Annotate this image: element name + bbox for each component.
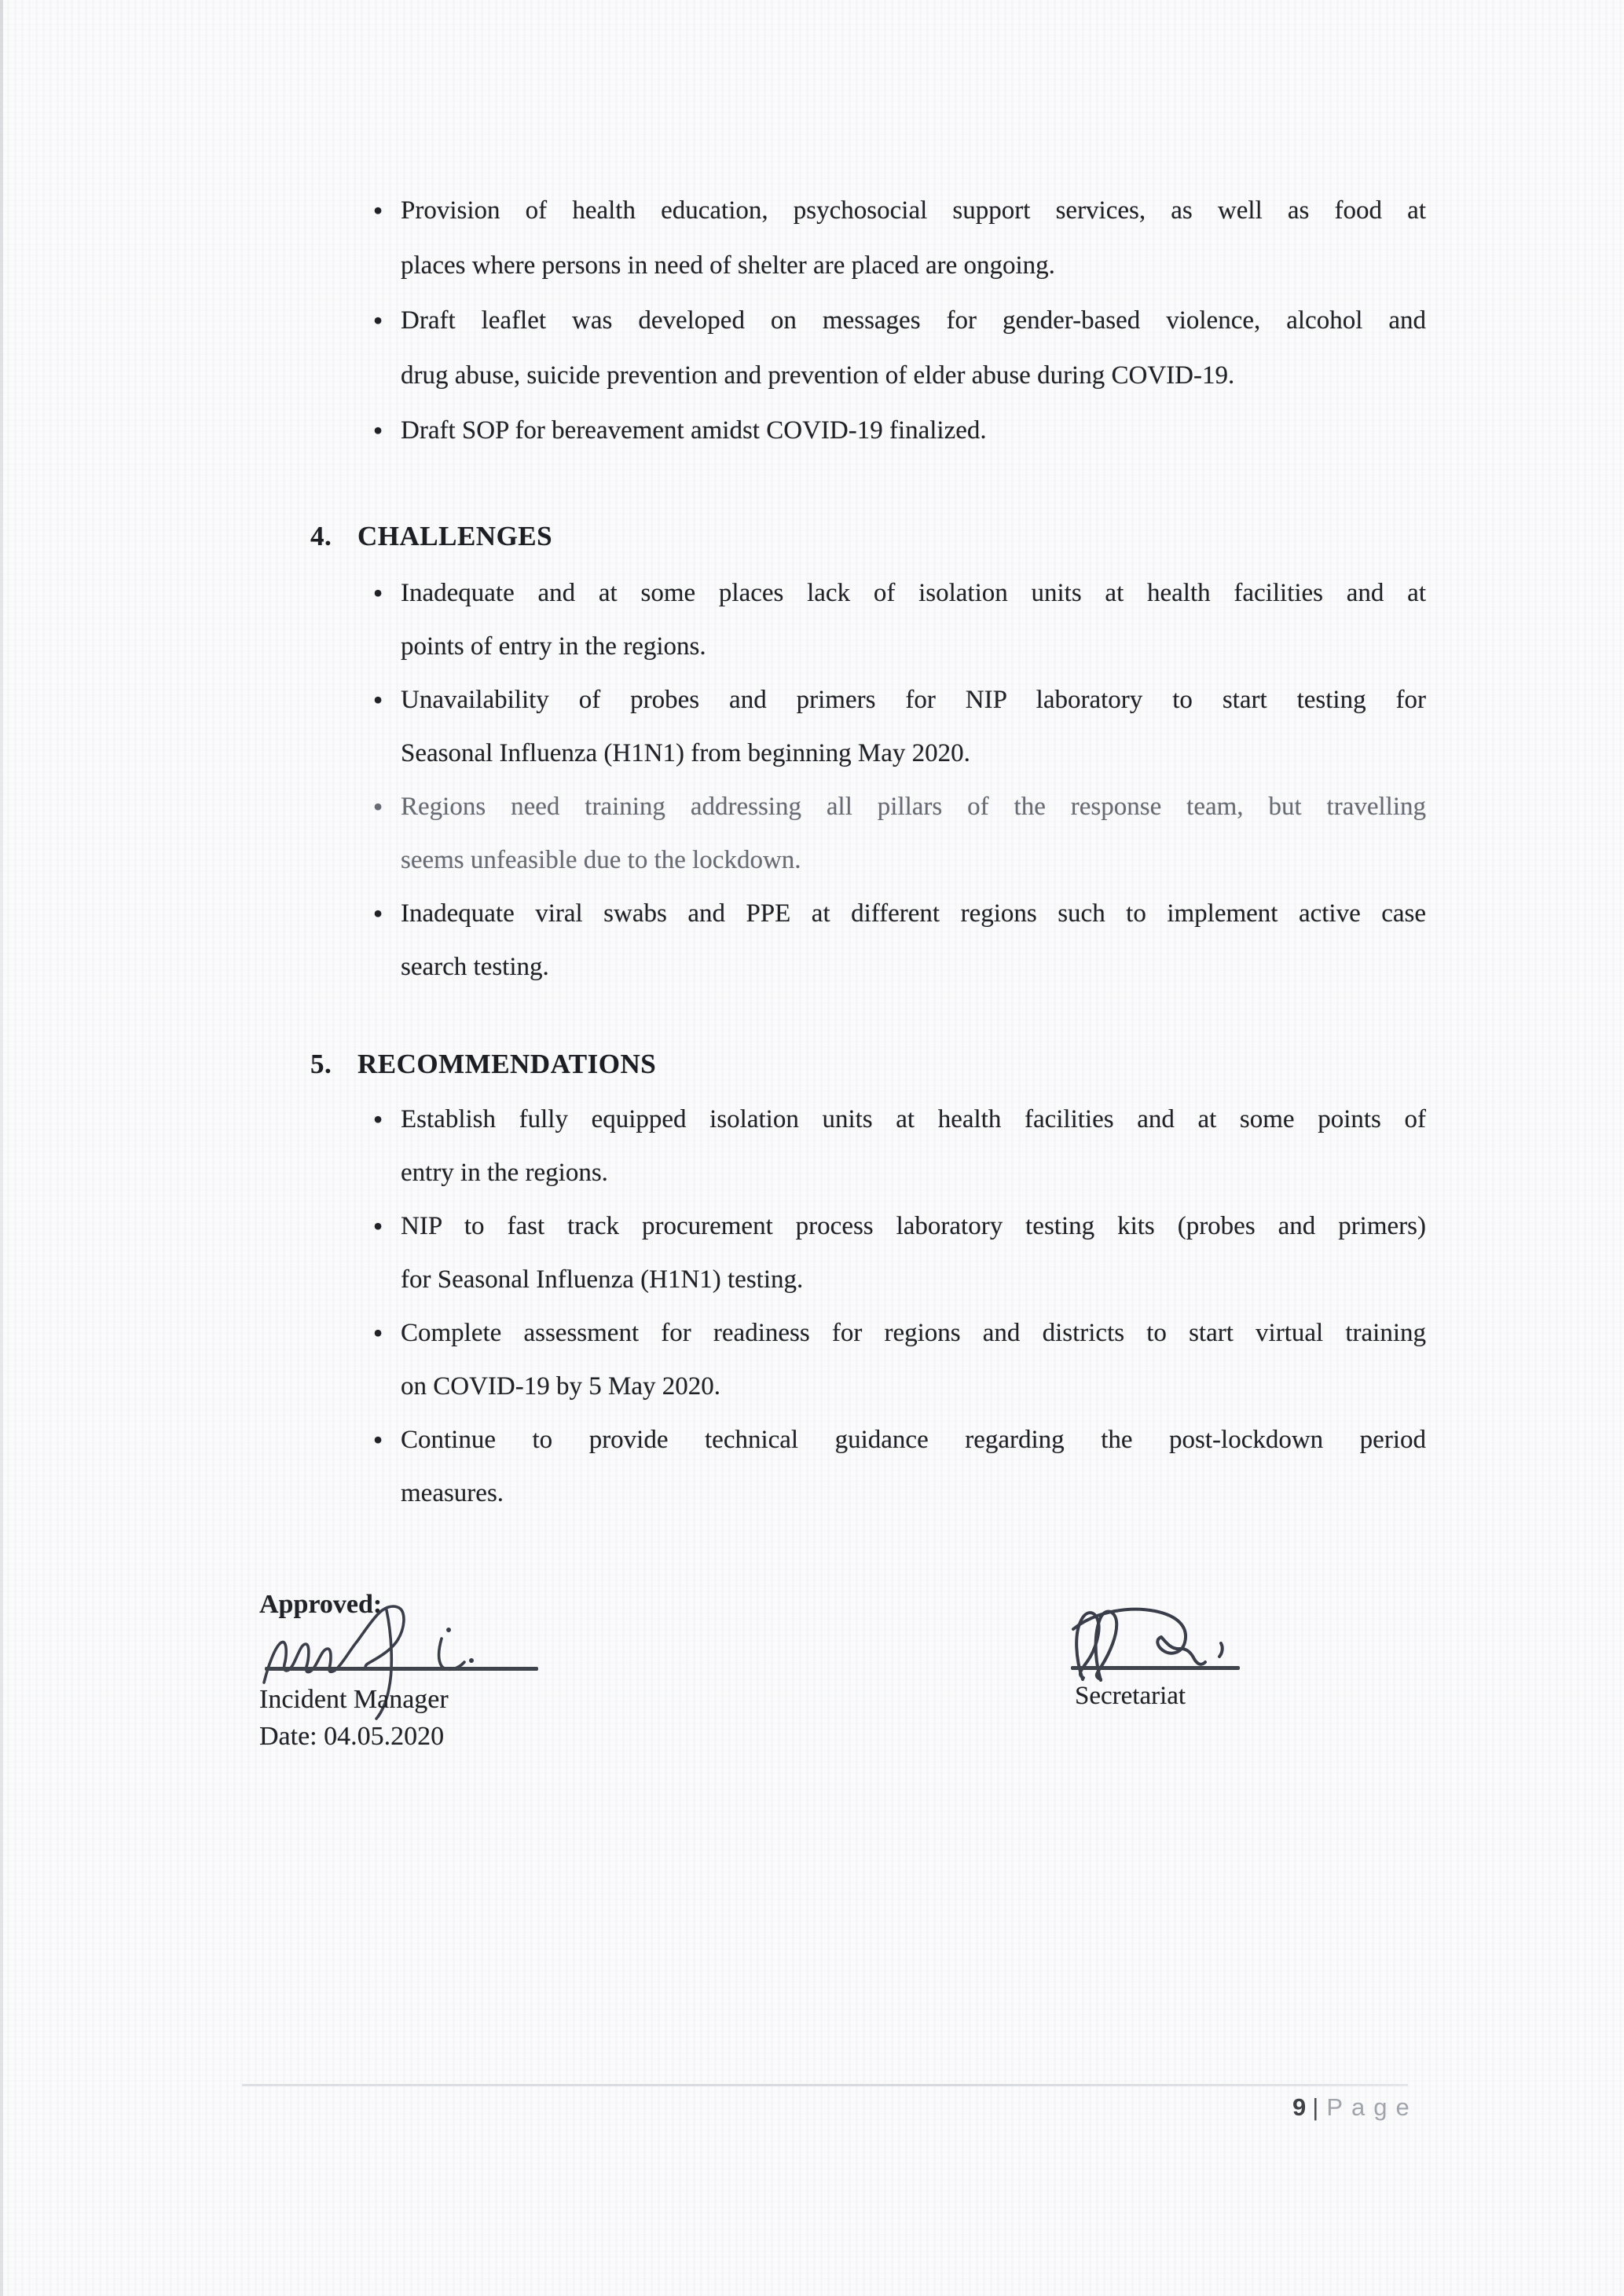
heading-title: RECOMMENDATIONS <box>357 1049 657 1079</box>
approval-date-label: Date: 04.05.2020 <box>259 1722 445 1751</box>
bullet-marker: • <box>372 415 383 446</box>
heading-number: 4. <box>310 521 332 551</box>
heading-title: CHALLENGES <box>357 521 553 551</box>
bullet-line: Inadequate viral swabs and PPE at different regions such to implement active case <box>401 899 1426 928</box>
list-item <box>357 1306 1426 1413</box>
bullet-line: Inadequate and at some places lack of isolation units at health facilities and at <box>401 579 1426 607</box>
signature-line-secretariat <box>1071 1666 1240 1670</box>
bullet-marker: • <box>372 1104 383 1135</box>
list-item <box>357 780 1426 887</box>
bullet-list-intro <box>357 183 1426 458</box>
bullet-marker: • <box>372 305 383 336</box>
secretariat-role-label: Secretariat <box>1075 1682 1186 1710</box>
list-item <box>357 673 1426 780</box>
list-item <box>357 1199 1426 1306</box>
page-footer <box>1292 2093 1418 2122</box>
signature-line-incident-manager <box>265 1667 538 1671</box>
bullet-line: places where persons in need of shelter are placed are ongoing. <box>401 251 1055 280</box>
footer-separator: | <box>1312 2093 1319 2121</box>
bullet-line: points of entry in the regions. <box>401 632 706 661</box>
bullet-line: seems unfeasible due to the lockdown. <box>401 846 801 874</box>
bullet-line: Seasonal Influenza (H1N1) from beginning May 2020. <box>401 739 970 767</box>
bullet-marker: • <box>372 684 383 716</box>
list-item <box>357 1093 1426 1199</box>
bullet-line: Continue to provide technical guidance regarding the post-lockdown period <box>401 1426 1426 1454</box>
bullet-line: Unavailability of probes and primers for NIP laboratory to start testing for <box>401 686 1426 714</box>
list-item <box>357 183 1426 293</box>
incident-manager-role-label: Incident Manager <box>259 1685 449 1714</box>
bullet-line: Draft SOP for bereavement amidst COVID-19 finalized. <box>401 416 987 445</box>
incident-manager-caption <box>259 1681 449 1755</box>
bullet-line: entry in the regions. <box>401 1159 608 1187</box>
bullet-line: Provision of health education, psychosocial support services, as well as food at <box>401 196 1426 225</box>
list-item <box>357 293 1426 403</box>
page-number: 9 <box>1292 2093 1307 2121</box>
footer-page-label: Page <box>1326 2093 1418 2121</box>
list-item <box>357 887 1426 994</box>
bullet-line: NIP to fast track procurement process laboratory testing kits (probes and primers) <box>401 1212 1426 1240</box>
bullet-line: measures. <box>401 1479 504 1507</box>
list-item <box>357 403 1426 458</box>
section-heading-challenges <box>310 509 552 564</box>
bullet-line: Draft leaflet was developed on messages for gender-based violence, alcohol and <box>401 306 1426 335</box>
bullet-list-recommendations <box>357 1093 1426 1520</box>
bullet-line: on COVID-19 by 5 May 2020. <box>401 1372 720 1401</box>
heading-number: 5. <box>310 1049 332 1079</box>
bullet-list-challenges <box>357 566 1426 994</box>
approved-label: Approved: <box>259 1590 383 1619</box>
bullet-marker: • <box>372 791 383 822</box>
list-item <box>357 566 1426 673</box>
bullet-line: Regions need training addressing all pillars of the response team, but travelling <box>401 793 1426 821</box>
footer-rule <box>242 2084 1408 2086</box>
bullet-marker: • <box>372 195 383 226</box>
bullet-line: search testing. <box>401 953 549 981</box>
bullet-line: for Seasonal Influenza (H1N1) testing. <box>401 1265 804 1294</box>
section-heading-recommendations <box>310 1037 656 1092</box>
bullet-marker: • <box>372 1317 383 1349</box>
left-edge-scan-artifact <box>0 0 3 2296</box>
bullet-marker: • <box>372 898 383 929</box>
bullet-line: Complete assessment for readiness for regions and districts to start virtual training <box>401 1319 1426 1347</box>
bullet-marker: • <box>372 1210 383 1242</box>
bullet-marker: • <box>372 1424 383 1456</box>
bullet-line: drug abuse, suicide prevention and prevention of elder abuse during COVID-19. <box>401 361 1235 390</box>
list-item <box>357 1413 1426 1520</box>
bullet-marker: • <box>372 577 383 609</box>
bullet-line: Establish fully equipped isolation units at health facilities and at some points of <box>401 1105 1426 1133</box>
